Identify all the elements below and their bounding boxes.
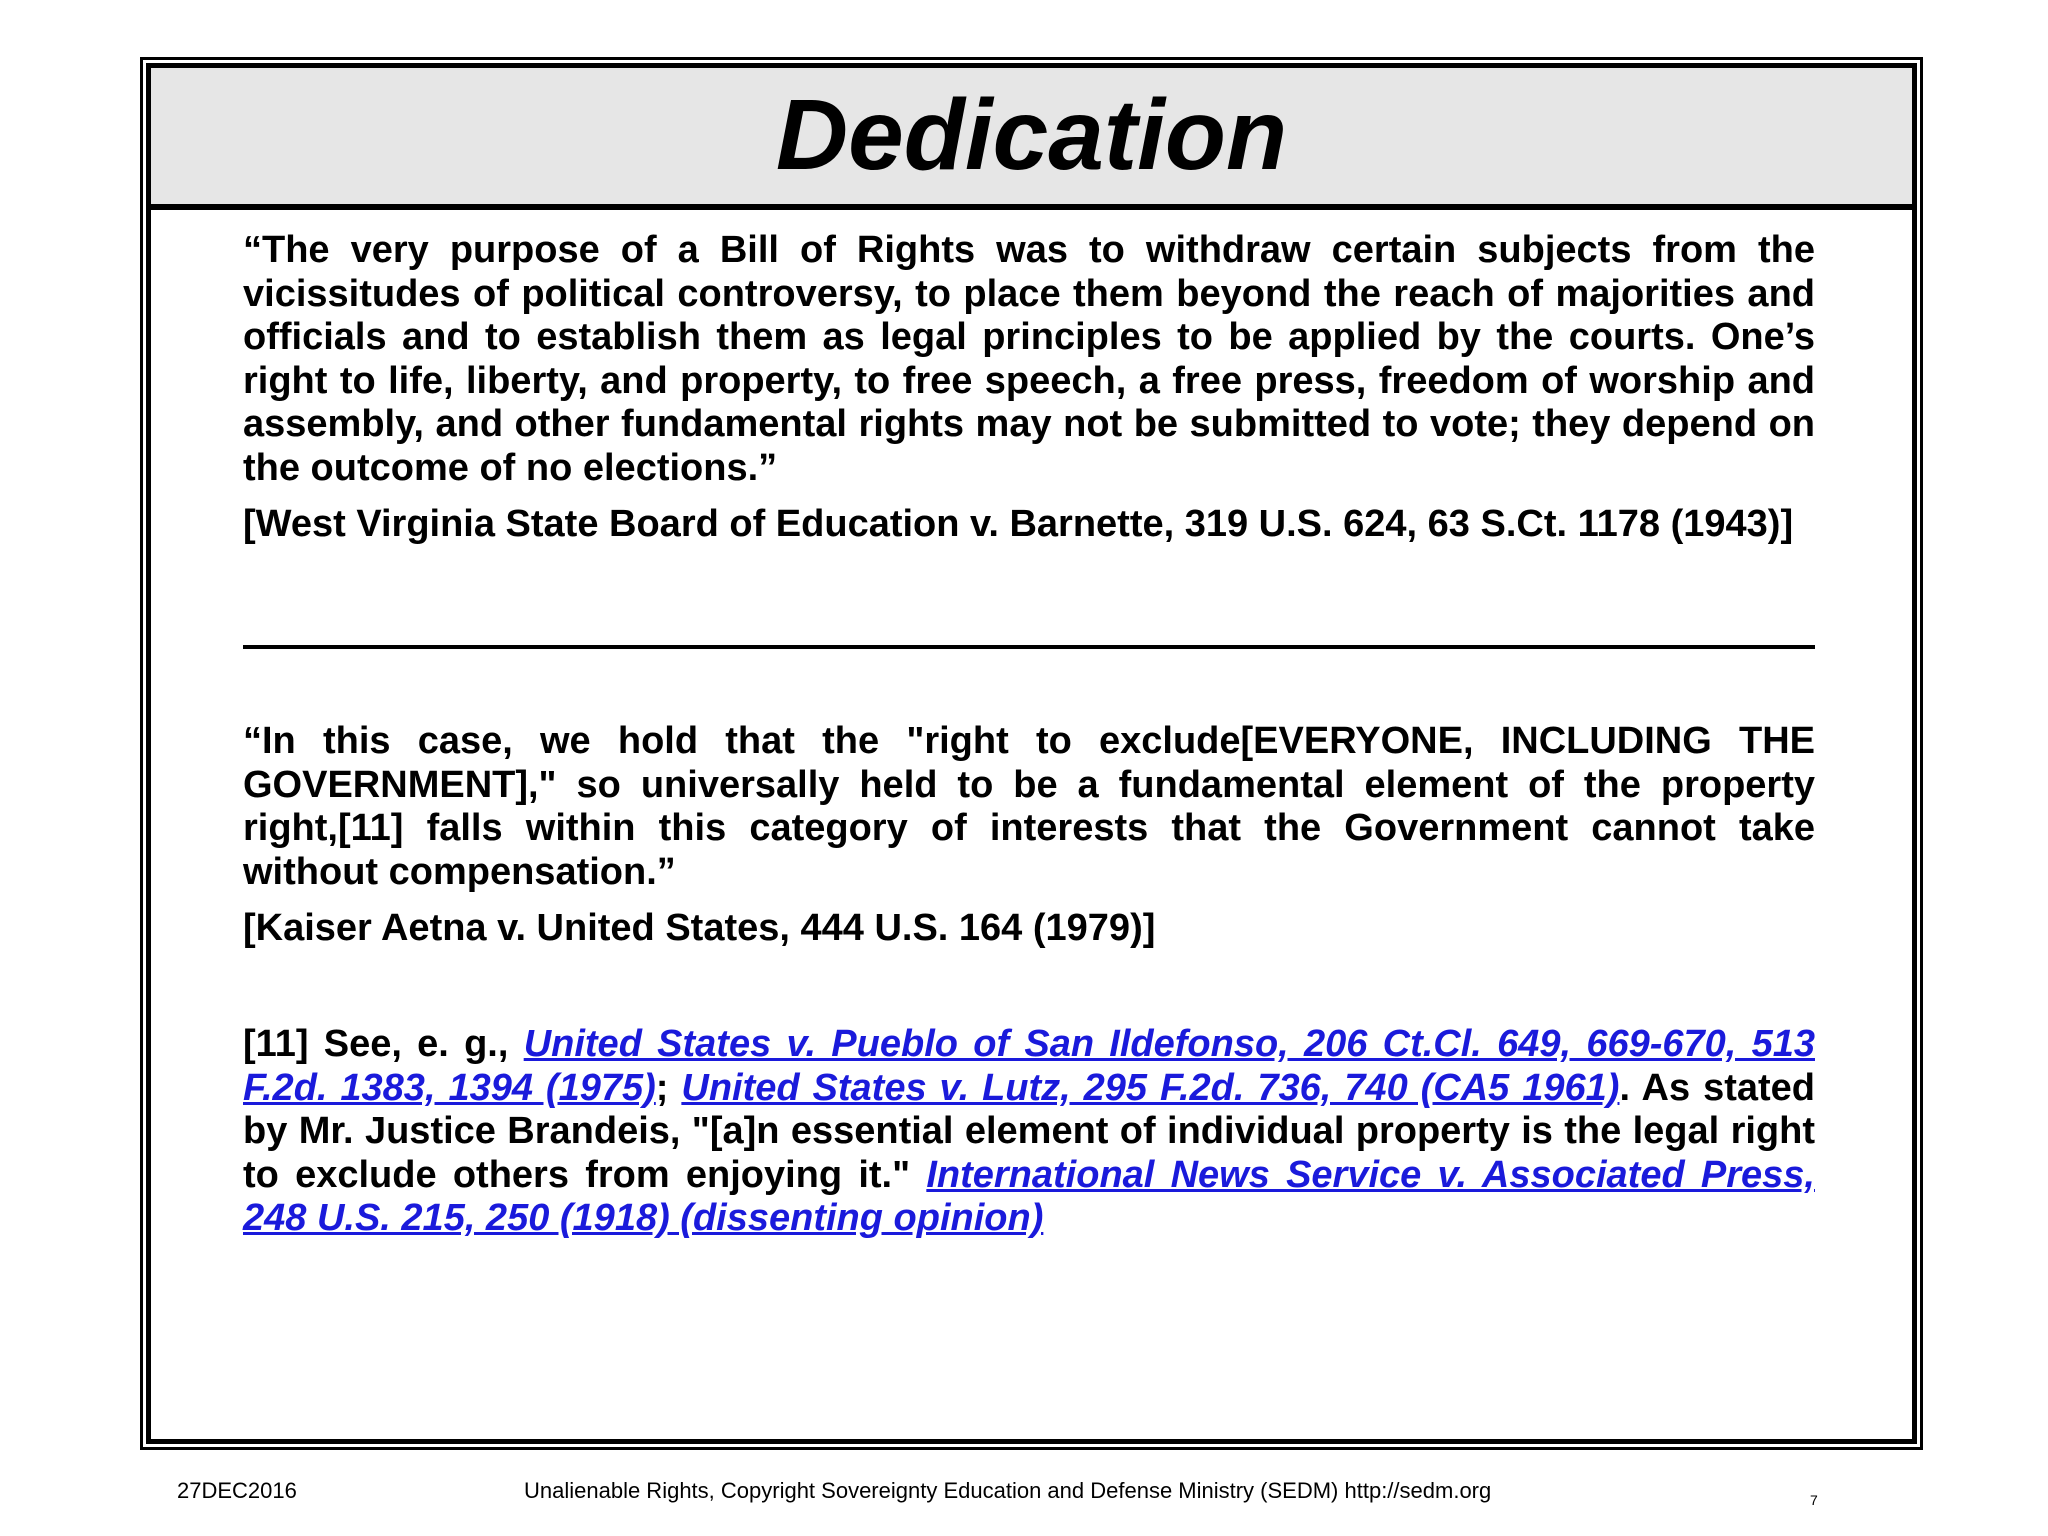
footnote-separator: ; xyxy=(655,1066,682,1109)
title-divider xyxy=(151,204,1912,210)
citation-kaiser-aetna: [Kaiser Aetna v. United States, 444 U.S. 164 (1979)] xyxy=(243,907,1156,949)
footnote-11 xyxy=(243,1023,1815,1241)
citation-barnette: [West Virginia State Board of Education v. Barnette, 319 U.S. 624, 63 S.Ct. 1178 (1943)] xyxy=(243,503,1794,545)
link-international-news-service[interactable]: International News Service v. Associated Press, 248 U.S. 215, 250 (1918) (dissenting opinion) xyxy=(243,1153,1815,1239)
page-number: 7 xyxy=(1810,1492,1818,1508)
link-pueblo-san-ildefonso[interactable]: United States v. Pueblo of San Ildefonso, 206 Ct.Cl. 649, 669-670, 513 F.2d. 1383, 1394 (1975) xyxy=(243,1023,1815,1109)
footer-date: 27DEC2016 xyxy=(177,1478,297,1503)
footnote-prefix: [11] See, e. g., xyxy=(243,1023,524,1065)
section-separator xyxy=(243,645,1815,649)
quote-kaiser-aetna: “In this case, we hold that the "right to exclude[EVERYONE, INCLUDING THE GOVERNMENT]," so universally held to be a fundamental element of the property right,[11] falls within this category of interests that the Government cannot take without compensation.” xyxy=(243,720,1815,893)
slide-title: Dedication xyxy=(775,79,1288,191)
footnote-brandeis-text: . As stated by Mr. Justice Brandeis, "[a]n essential element of individual property is the legal right to exclude others from enjoying it." xyxy=(243,1066,1816,1196)
quote-barnette: “The very purpose of a Bill of Rights was to withdraw certain subjects from the vicissitudes of political controversy, to place them beyond the reach of majorities and officials and to establish them as legal principles to be applied by the courts. One’s right to life, liberty, and property, to free speech, a free press, freedom of worship and assembly, and other fundamental rights may not be submitted to vote; they depend on the outcome of no elections.” xyxy=(243,229,1815,489)
footer-copyright: Unalienable Rights, Copyright Sovereignty Education and Defense Ministry (SEDM) http://sedm.org xyxy=(524,1478,1492,1503)
link-united-states-v-lutz[interactable]: United States v. Lutz, 295 F.2d. 736, 740 (CA5 1961) xyxy=(681,1066,1620,1109)
